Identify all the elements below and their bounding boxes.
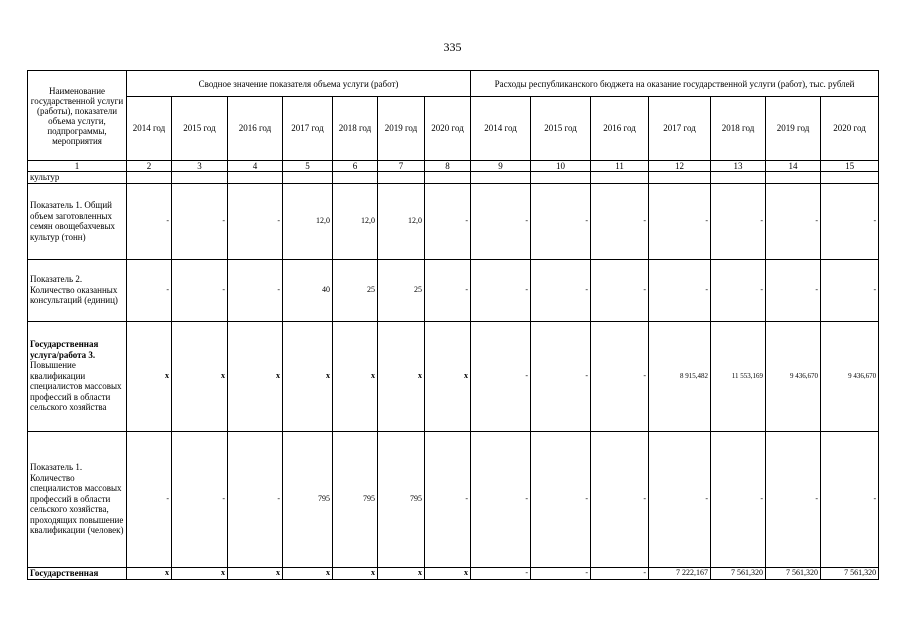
- value-cell: 25: [378, 259, 425, 321]
- value-cell: -: [711, 431, 766, 567]
- year-header: 2014 год: [127, 97, 172, 161]
- value-cell: x: [172, 567, 228, 579]
- value-cell: -: [591, 321, 649, 431]
- year-header: 2017 год: [649, 97, 711, 161]
- value-cell: 7 222,167: [649, 567, 711, 579]
- value-cell: 7 561,320: [711, 567, 766, 579]
- value-cell: 11 553,169: [711, 321, 766, 431]
- year-header: 2015 год: [531, 97, 591, 161]
- column-number: 2: [127, 161, 172, 172]
- value-cell: x: [228, 321, 283, 431]
- value-cell: 795: [378, 431, 425, 567]
- value-cell: -: [531, 183, 591, 259]
- value-cell: x: [333, 567, 378, 579]
- value-cell: x: [378, 567, 425, 579]
- value-cell: -: [425, 431, 471, 567]
- value-cell: 7 561,320: [766, 567, 821, 579]
- value-cell: [766, 172, 821, 184]
- value-cell: -: [591, 431, 649, 567]
- value-cell: -: [649, 431, 711, 567]
- value-cell: -: [531, 431, 591, 567]
- row-label: Государственная: [28, 567, 127, 579]
- column-number: 5: [283, 161, 333, 172]
- value-cell: x: [425, 321, 471, 431]
- value-cell: -: [821, 259, 879, 321]
- value-cell: x: [127, 321, 172, 431]
- value-cell: x: [283, 567, 333, 579]
- year-header: 2014 год: [471, 97, 531, 161]
- value-cell: 9 436,670: [766, 321, 821, 431]
- value-cell: -: [471, 431, 531, 567]
- value-cell: [127, 172, 172, 184]
- column-number: 13: [711, 161, 766, 172]
- budget-table: [27, 70, 879, 580]
- value-cell: [591, 172, 649, 184]
- value-cell: -: [766, 431, 821, 567]
- column-numbers-row: [28, 161, 879, 172]
- column-number: 9: [471, 161, 531, 172]
- year-header: 2019 год: [378, 97, 425, 161]
- column-number: 14: [766, 161, 821, 172]
- value-cell: -: [711, 183, 766, 259]
- column-number: 15: [821, 161, 879, 172]
- value-cell: [531, 172, 591, 184]
- value-cell: x: [425, 567, 471, 579]
- value-cell: 12,0: [333, 183, 378, 259]
- year-header: 2020 год: [821, 97, 879, 161]
- year-header: 2016 год: [228, 97, 283, 161]
- header-expense-group: Расходы республиканского бюджета на оказание государственной услуги (работ), тыс. рублей: [471, 71, 879, 97]
- value-cell: [711, 172, 766, 184]
- row-label: Показатель 2. Количество оказанных консультаций (единиц): [28, 259, 127, 321]
- year-header: 2017 год: [283, 97, 333, 161]
- value-cell: x: [172, 321, 228, 431]
- value-cell: 8 915,482: [649, 321, 711, 431]
- value-cell: 795: [283, 431, 333, 567]
- value-cell: [228, 172, 283, 184]
- value-cell: [471, 172, 531, 184]
- value-cell: -: [649, 183, 711, 259]
- value-cell: -: [228, 183, 283, 259]
- year-header: 2016 год: [591, 97, 649, 161]
- table-row: [28, 431, 879, 567]
- column-number: 1: [28, 161, 127, 172]
- value-cell: -: [172, 259, 228, 321]
- value-cell: x: [228, 567, 283, 579]
- row-label: Показатель 1. Общий объем заготовленных семян овощебахчевых культур (тонн): [28, 183, 127, 259]
- row-label: [28, 321, 127, 431]
- header-name-column: Наименование государственной услуги (работы), показатели объема услуги, подпрограммы, мероприятия: [28, 71, 127, 161]
- column-number: 7: [378, 161, 425, 172]
- value-cell: x: [378, 321, 425, 431]
- value-cell: -: [471, 183, 531, 259]
- value-cell: [821, 172, 879, 184]
- value-cell: [283, 172, 333, 184]
- value-cell: [333, 172, 378, 184]
- value-cell: 7 561,320: [821, 567, 879, 579]
- value-cell: 9 436,670: [821, 321, 879, 431]
- value-cell: x: [127, 567, 172, 579]
- value-cell: -: [531, 567, 591, 579]
- year-header: 2019 год: [766, 97, 821, 161]
- value-cell: [649, 172, 711, 184]
- value-cell: -: [591, 567, 649, 579]
- year-header: 2015 год: [172, 97, 228, 161]
- value-cell: -: [228, 259, 283, 321]
- table-row: [28, 172, 879, 184]
- year-header: 2020 год: [425, 97, 471, 161]
- value-cell: 40: [283, 259, 333, 321]
- value-cell: -: [649, 259, 711, 321]
- value-cell: 25: [333, 259, 378, 321]
- year-header: 2018 год: [711, 97, 766, 161]
- value-cell: x: [333, 321, 378, 431]
- column-number: 6: [333, 161, 378, 172]
- column-number: 10: [531, 161, 591, 172]
- page-number: 335: [443, 40, 462, 54]
- column-number: 12: [649, 161, 711, 172]
- value-cell: -: [531, 321, 591, 431]
- column-number: 11: [591, 161, 649, 172]
- value-cell: [172, 172, 228, 184]
- header-volume-group: Сводное значение показателя объема услуги (работ): [127, 71, 471, 97]
- row-label-description: Повышение квалификации специалистов массовых профессий в области сельского хозяйства: [30, 360, 122, 413]
- row-label-title: Государственная услуга/работа 3.: [30, 339, 99, 360]
- value-cell: -: [425, 183, 471, 259]
- table-row: [28, 259, 879, 321]
- column-number: 4: [228, 161, 283, 172]
- column-number: 3: [172, 161, 228, 172]
- value-cell: -: [425, 259, 471, 321]
- table-row: [28, 567, 879, 579]
- column-number: 8: [425, 161, 471, 172]
- value-cell: -: [821, 431, 879, 567]
- value-cell: -: [127, 259, 172, 321]
- value-cell: -: [127, 431, 172, 567]
- value-cell: -: [471, 321, 531, 431]
- row-label: Показатель 1. Количество специалистов массовых профессий в области сельского хозяйства, проходящих повышение квалификации (человек): [28, 431, 127, 567]
- value-cell: [425, 172, 471, 184]
- year-header: 2018 год: [333, 97, 378, 161]
- value-cell: -: [531, 259, 591, 321]
- value-cell: [378, 172, 425, 184]
- value-cell: -: [766, 183, 821, 259]
- value-cell: 12,0: [283, 183, 333, 259]
- header-years-row: [28, 97, 879, 161]
- value-cell: -: [821, 183, 879, 259]
- table-row: [28, 321, 879, 431]
- value-cell: -: [172, 183, 228, 259]
- value-cell: -: [127, 183, 172, 259]
- value-cell: -: [172, 431, 228, 567]
- value-cell: -: [591, 183, 649, 259]
- value-cell: -: [591, 259, 649, 321]
- value-cell: 12,0: [378, 183, 425, 259]
- value-cell: -: [766, 259, 821, 321]
- row-label: культур: [28, 172, 127, 184]
- value-cell: x: [283, 321, 333, 431]
- table-row: [28, 183, 879, 259]
- value-cell: -: [711, 259, 766, 321]
- value-cell: -: [471, 259, 531, 321]
- value-cell: -: [471, 567, 531, 579]
- value-cell: 795: [333, 431, 378, 567]
- value-cell: -: [228, 431, 283, 567]
